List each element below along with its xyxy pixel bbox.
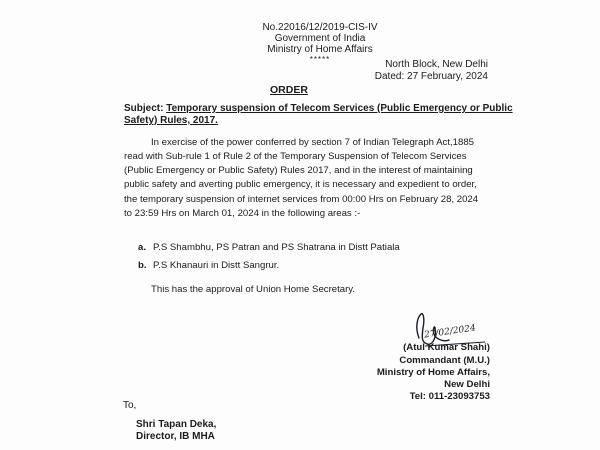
- subject-text: Temporary suspension of Telecom Services (Public Emergency or Public Safety) Rules, 2017.: [124, 103, 513, 126]
- to-label: To,: [123, 400, 137, 411]
- signature-date: 27/02/2024: [423, 323, 477, 341]
- order-title: ORDER: [270, 84, 308, 96]
- signatory-designation: Commandant (M.U.): [399, 355, 490, 366]
- place: North Block, New Delhi: [385, 59, 488, 70]
- date-prefix: Dated:: [374, 71, 405, 82]
- area-a-text: P.S Shambhu, PS Patran and PS Shatrana in Distt Patiala: [153, 242, 400, 253]
- body-line-6: to 23:59 Hrs on March 01, 2024 in the following areas :-: [124, 208, 361, 219]
- signatory-office: Ministry of Home Affairs,: [376, 367, 490, 378]
- body-line-2: read with Sub-rule 1 of Rule 2 of the Temporary Suspension of Telecom Services: [124, 151, 467, 162]
- signatory-name: (Atul Kumar Shahi): [403, 342, 490, 353]
- approval-line: This has the approval of Union Home Secretary.: [151, 284, 356, 295]
- subject-label: Subject:: [124, 103, 164, 114]
- date-value: 27 February, 2024: [407, 71, 488, 82]
- subject: [124, 103, 524, 127]
- signatory-telephone: Tel: 011-23093753: [409, 391, 490, 402]
- area-b-label: b.: [138, 260, 147, 271]
- area-a-label: a.: [138, 242, 147, 253]
- addressee-name: Shri Tapan Deka,: [136, 419, 217, 430]
- file-number: No.22016/12/2019-CIS-IV: [262, 22, 378, 33]
- signatory-city: New Delhi: [444, 379, 490, 390]
- body-line-3: (Public Emergency or Public Safety) Rules 2017, and in the interest of maintaining: [124, 165, 473, 176]
- area-b-text: P.S Khanauri in Distt Sangrur.: [153, 260, 280, 271]
- ministry-name: Ministry of Home Affairs: [267, 44, 373, 55]
- government-name: Government of India: [274, 33, 366, 44]
- dated-line: [375, 71, 488, 83]
- addressee-designation: Director, IB MHA: [136, 431, 215, 442]
- body-line-1: In exercise of the power conferred by section 7 of Indian Telegraph Act,1885: [151, 137, 475, 148]
- body-line-5: the temporary suspension of internet services from 00:00 Hrs on February 28, 2024: [124, 194, 479, 205]
- header-stars: *****: [309, 55, 331, 64]
- body-line-4: public safety and averting public emergency, it is necessary and expedient to order,: [124, 179, 477, 190]
